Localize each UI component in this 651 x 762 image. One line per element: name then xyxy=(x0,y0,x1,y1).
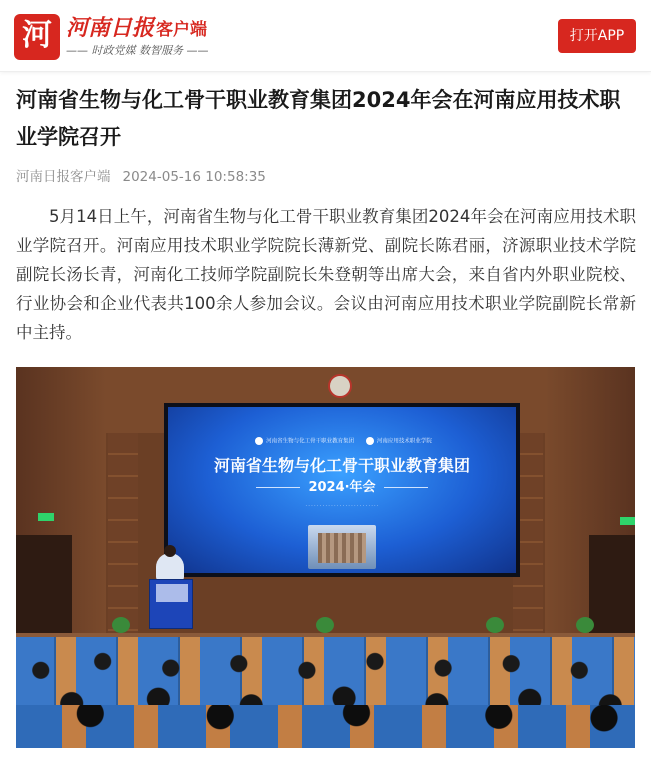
screen-logo-right: 河南应用技术职业学院 xyxy=(376,438,432,445)
college-logo-icon xyxy=(366,437,374,445)
plant-icon xyxy=(576,617,594,633)
henan-daily-logo[interactable] xyxy=(14,12,224,62)
plant-icon xyxy=(486,617,504,633)
exit-sign-icon xyxy=(620,517,635,525)
logo-brand: 河南日报 xyxy=(66,15,155,41)
exit-sign-icon xyxy=(38,513,54,521)
article-paragraph: 5月14日上午，河南省生物与化工骨干职业教育集团2024年会在河南应用技术职业学院召开。河南应用技术职业学院院长薄新党、副院长陈君丽，济源职业技术学院副院长汤长青，河南化工技师学院副院长朱登朝等出席大会，来自省内外职业院校、行业协会和企业代表共100余人参加会议。会议由河南应用技术职业学院副院长常新中主持。 xyxy=(16,207,636,342)
speaker-figure xyxy=(156,553,184,581)
logo-name xyxy=(66,14,207,42)
logo-char: 河 xyxy=(22,18,52,53)
screen-content xyxy=(168,407,516,573)
article-meta xyxy=(16,166,266,188)
screen-building-image xyxy=(308,525,376,569)
plant-icon xyxy=(316,617,334,633)
article-photo[interactable] xyxy=(16,367,635,748)
group-logo-icon xyxy=(255,437,263,445)
audience-front-row xyxy=(16,705,635,748)
logo-client-label: 客户端 xyxy=(156,20,208,40)
podium xyxy=(149,579,193,629)
screen-organizers-line: · · · · · · · · · · · · · · · · · · · · · · · · · · xyxy=(305,504,379,509)
screen-title: 河南省生物与化工骨干职业教育集团 xyxy=(213,456,470,475)
logo-slogan: —— 时政党媒 数智服务 —— xyxy=(66,44,209,57)
screen-logo-left: 河南省生物与化工骨干职业教育集团 xyxy=(266,438,355,445)
logo-badge-icon xyxy=(14,14,60,60)
screen-logos xyxy=(168,437,516,446)
plant-icon xyxy=(112,617,130,633)
screen-subtitle: 2024·年会 xyxy=(168,479,516,497)
article-datetime: 2024-05-16 10:58:35 xyxy=(122,169,266,185)
app-header xyxy=(0,0,651,72)
article-title: 河南省生物与化工骨干职业教育集团2024年会在河南应用技术职业学院召开 xyxy=(16,88,621,149)
projection-screen xyxy=(164,403,520,577)
school-emblem-icon xyxy=(328,374,352,398)
article-source: 河南日报客户端 xyxy=(16,169,111,185)
open-app-button[interactable]: 打开APP xyxy=(558,19,636,53)
